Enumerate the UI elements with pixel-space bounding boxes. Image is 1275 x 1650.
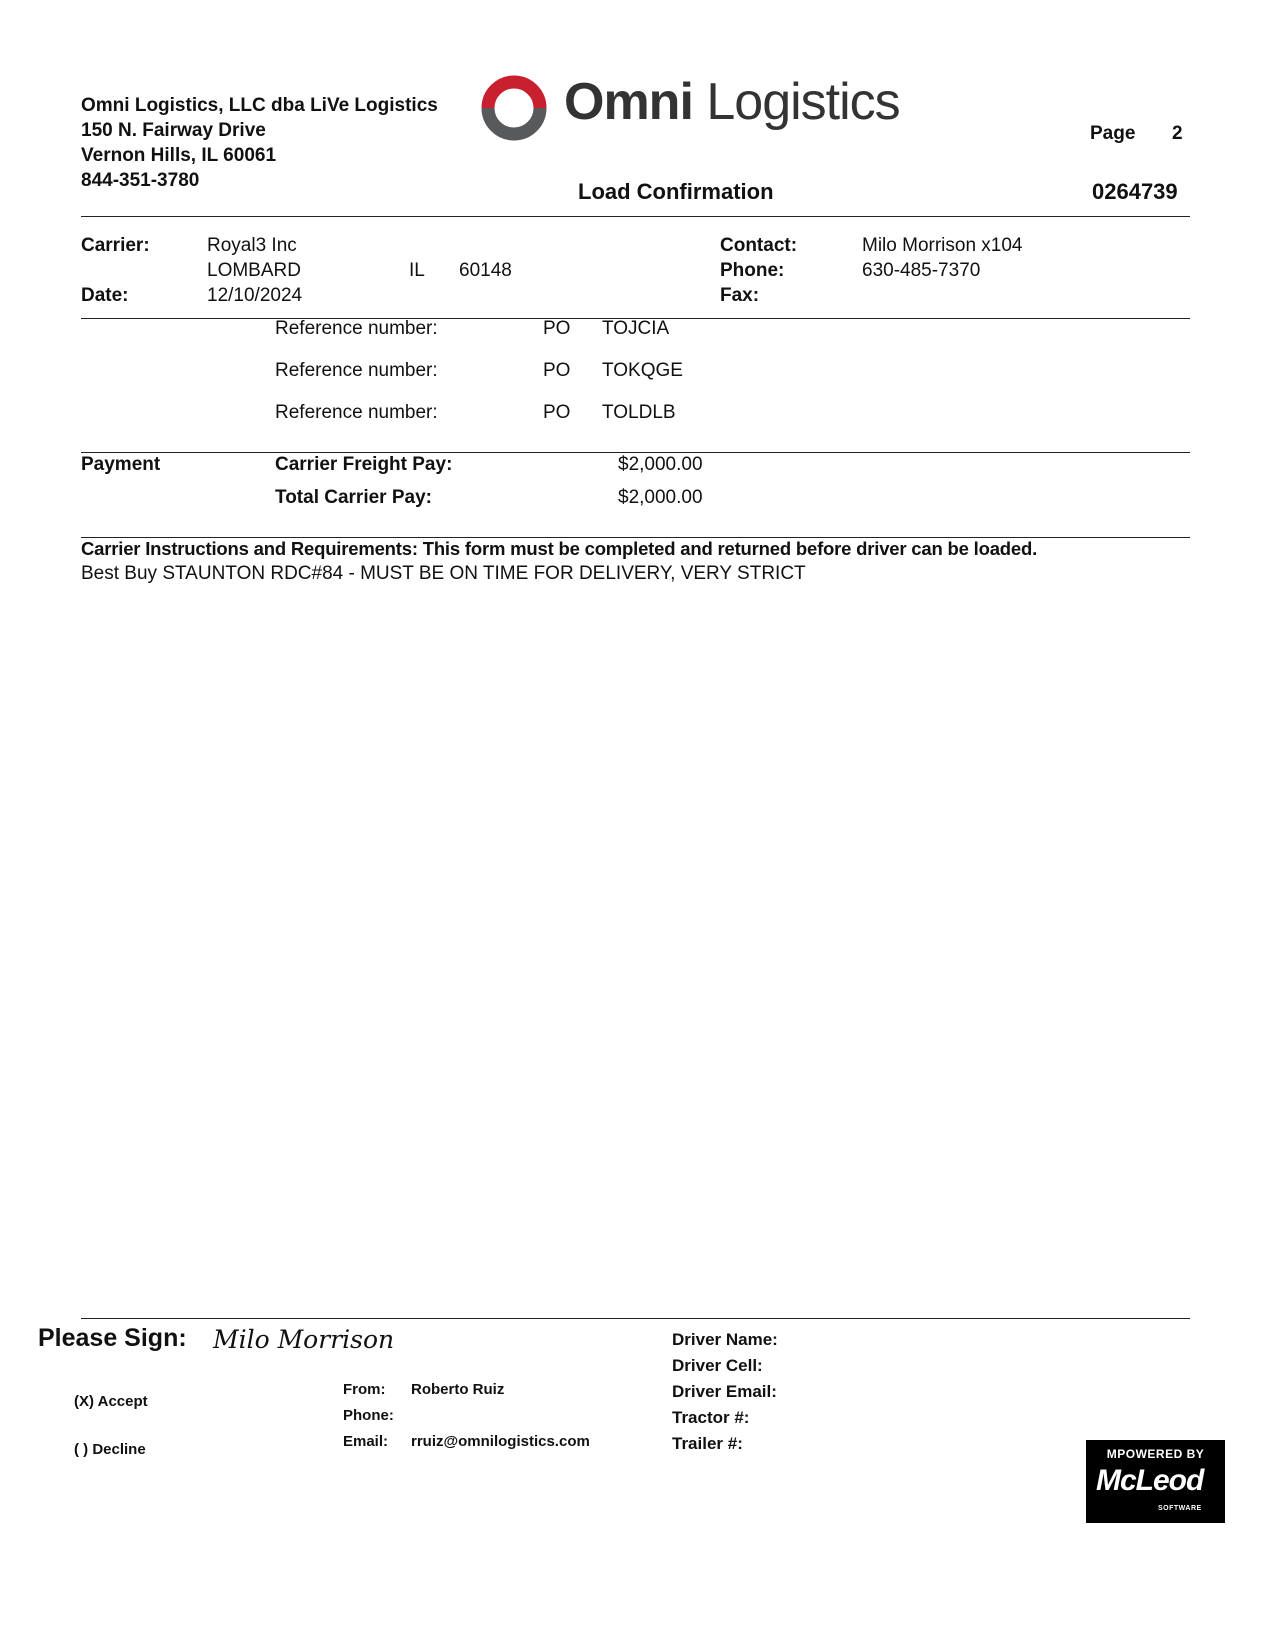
tractor-label: Tractor #: xyxy=(672,1408,750,1427)
driver-email-label: Driver Email: xyxy=(672,1382,777,1401)
carrier-label: Carrier: xyxy=(81,235,150,256)
contact-value: Milo Morrison x104 xyxy=(862,235,1023,256)
contact-label: Contact: xyxy=(720,235,798,256)
company-name: Omni Logistics, LLC dba LiVe Logistics xyxy=(81,95,438,116)
date-label: Date: xyxy=(81,285,129,306)
reference-type: PO xyxy=(543,402,571,423)
driver-cell-label: Driver Cell: xyxy=(672,1356,763,1375)
total-pay-label: Total Carrier Pay: xyxy=(275,487,432,508)
page-number: 2 xyxy=(1172,123,1183,144)
carrier-name: Royal3 Inc xyxy=(207,235,297,256)
phone-label: Phone: xyxy=(720,260,785,281)
reference-label: Reference number: xyxy=(275,402,438,423)
logo-word-omni: Omni xyxy=(564,73,693,131)
carrier-state: IL xyxy=(409,260,425,281)
logo-word-logistics: Logistics xyxy=(706,73,900,131)
badge-software: SOFTWARE xyxy=(1158,1505,1202,1512)
company-address xyxy=(81,93,438,193)
reference-label: Reference number: xyxy=(275,360,438,381)
page-label: Page xyxy=(1090,123,1136,144)
badge-brand: McLeod xyxy=(1096,1464,1204,1497)
reference-value: TOLDLB xyxy=(602,402,676,423)
reference-label: Reference number: xyxy=(275,318,438,339)
fax-label: Fax: xyxy=(720,285,760,306)
from-email-label: Email: xyxy=(343,1433,389,1450)
divider xyxy=(81,1318,1190,1319)
reference-value: TOKQGE xyxy=(602,360,683,381)
reference-type: PO xyxy=(543,360,571,381)
from-phone-label: Phone: xyxy=(343,1407,394,1424)
company-phone: 844-351-3780 xyxy=(81,170,200,191)
carrier-zip: 60148 xyxy=(459,260,512,281)
document-number: 0264739 xyxy=(1092,179,1178,204)
instructions-heading: Carrier Instructions and Requirements: This form must be completed and returned before driver can be loaded. xyxy=(81,538,1038,559)
freight-pay-value: $2,000.00 xyxy=(618,454,703,475)
phone-value: 630-485-7370 xyxy=(862,260,981,281)
from-email-value: rruiz@omnilogistics.com xyxy=(411,1433,590,1450)
carrier-city: LOMBARD xyxy=(207,260,301,281)
please-sign-label: Please Sign: xyxy=(38,1324,187,1352)
company-city: Vernon Hills, IL 60061 xyxy=(81,145,277,166)
signature: Milo Morrison xyxy=(213,1325,395,1354)
trailer-label: Trailer #: xyxy=(672,1434,743,1453)
company-street: 150 N. Fairway Drive xyxy=(81,120,266,141)
divider xyxy=(81,452,1190,453)
omni-ring-icon xyxy=(480,74,548,142)
from-label: From: xyxy=(343,1381,386,1398)
mcleod-badge xyxy=(1086,1440,1225,1523)
decline-option: ( ) Decline xyxy=(74,1441,146,1458)
date-value: 12/10/2024 xyxy=(207,285,303,306)
instructions-text: Best Buy STAUNTON RDC#84 - MUST BE ON TIME FOR DELIVERY, VERY STRICT xyxy=(81,563,806,584)
driver-name-label: Driver Name: xyxy=(672,1330,778,1349)
badge-powered-by: MPOWERED BY xyxy=(1106,1447,1205,1461)
total-pay-value: $2,000.00 xyxy=(618,487,703,508)
document-title: Load Confirmation xyxy=(578,179,774,204)
reference-value: TOJCIA xyxy=(602,318,670,339)
freight-pay-label: Carrier Freight Pay: xyxy=(275,454,453,475)
accept-option: (X) Accept xyxy=(74,1393,148,1410)
payment-label: Payment xyxy=(81,454,161,475)
from-value: Roberto Ruiz xyxy=(411,1381,505,1398)
divider xyxy=(81,216,1190,217)
reference-type: PO xyxy=(543,318,571,339)
